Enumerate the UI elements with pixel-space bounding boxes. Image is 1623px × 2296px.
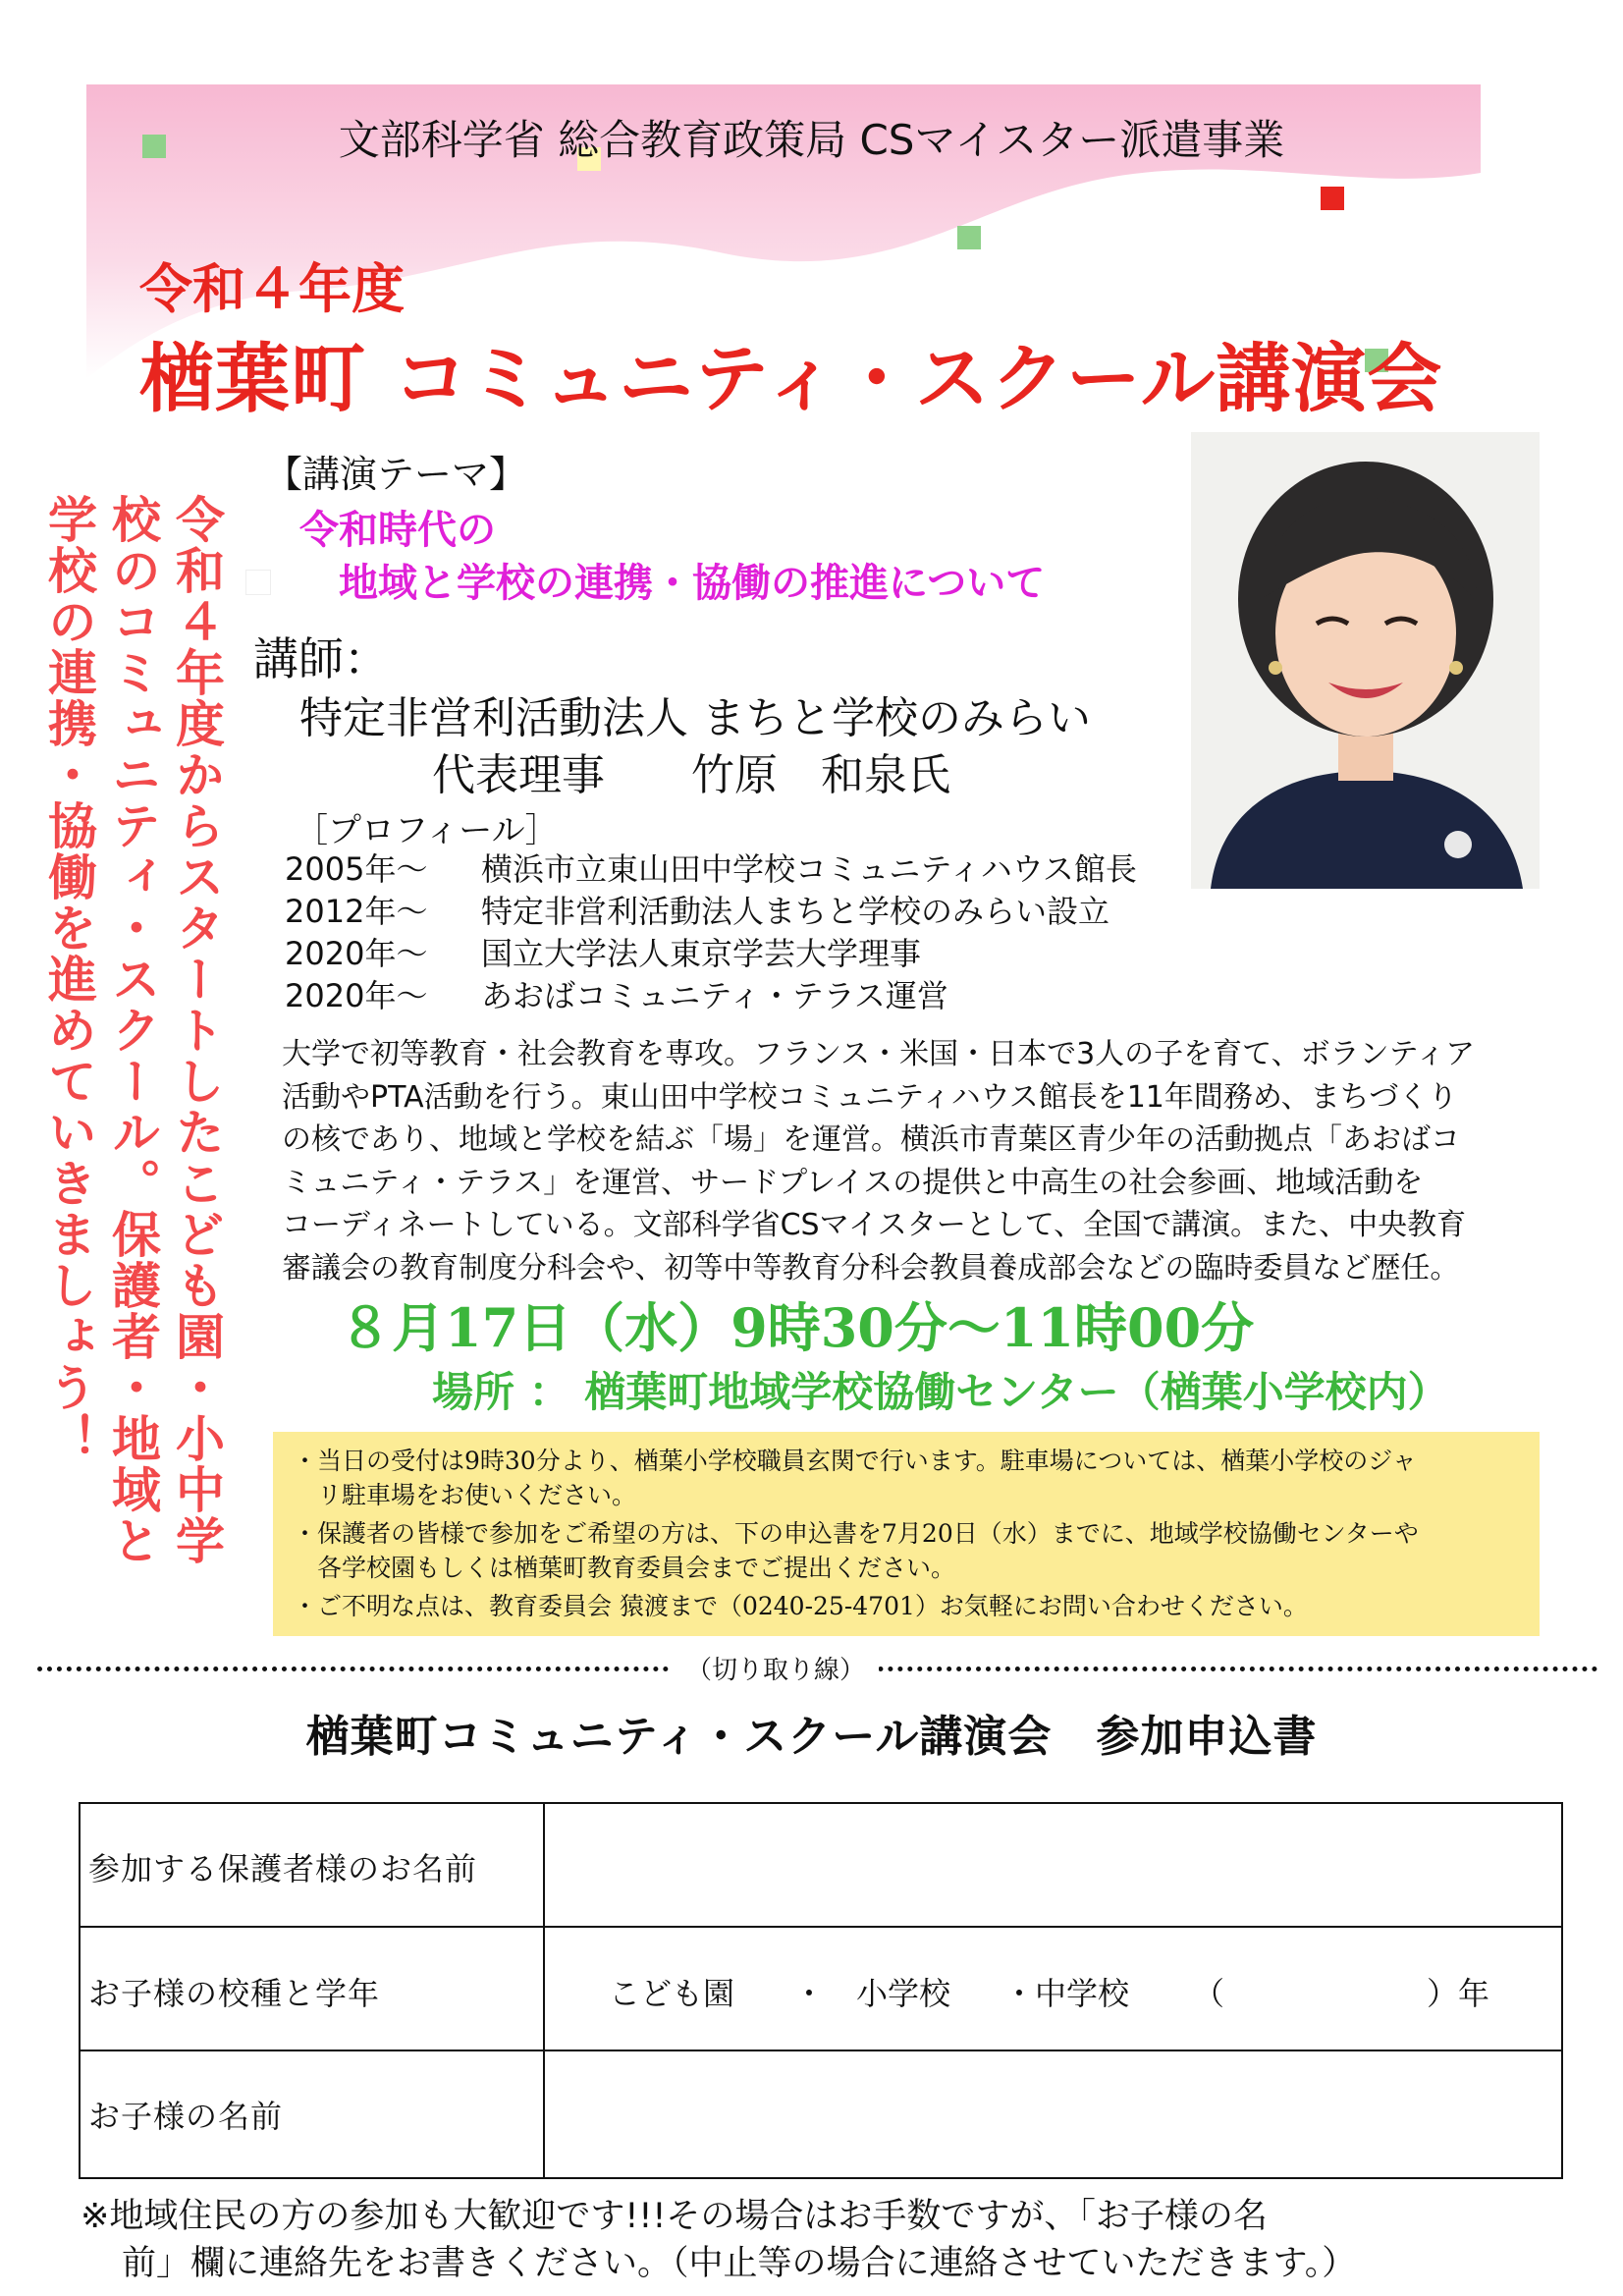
event-place: 場所 ： 楢葉町地域学校協働センター（楢葉小学校内） <box>432 1368 1449 1416</box>
grade-paren-close: ）年 <box>1427 1975 1490 2012</box>
notice-line: 各学校園もしくは楢葉町教育委員会までご提出ください。 <box>293 1554 956 1582</box>
grade-field[interactable] <box>1232 1959 1419 2008</box>
lecturer-bio <box>282 1033 1539 1289</box>
lecturer-label: 講師： <box>253 632 389 685</box>
choice-elementary[interactable]: 小学校 <box>856 1975 951 2012</box>
slogan-column: 校のコミュニティ・スクール。保護者・地域と <box>104 494 161 1566</box>
profile-year: 2005年～ <box>285 850 428 888</box>
child-name-field[interactable] <box>547 2053 1557 2173</box>
profile-text: 特定非営利活動法人まちと学校のみらい設立 <box>481 893 1110 930</box>
notice-line: リ駐車場をお使いください。 <box>293 1481 637 1509</box>
table-row-divider <box>79 1926 1561 1928</box>
choice-junior-high[interactable]: ・中学校 <box>1003 1975 1130 2012</box>
child-name-label: お子様の名前 <box>88 2098 284 2135</box>
theme-line: 地域と学校の連携・協働の推進について <box>339 561 1046 606</box>
profile-item <box>285 845 1137 890</box>
lecturer-name: 代表理事 竹原 和泉氏 <box>432 750 950 800</box>
footer-note-line: 前」欄に連絡先をお書きください。（中止等の場合に連絡させていただきます。） <box>122 2244 1357 2283</box>
footer-note <box>81 2193 1573 2287</box>
form-title: 楢葉町コミュニティ・スクール講演会 参加申込書 <box>305 1712 1318 1762</box>
decor-square <box>245 570 271 595</box>
bio-line: 大学で初等教育・社会教育を専攻。フランス・米国・日本で3人の子を育て、ボランティア <box>282 1037 1476 1071</box>
footer-note-line: ※地域住民の方の参加も大歓迎です!!!その場合はお手数ですが、「お子様の名 <box>81 2197 1268 2236</box>
profile-year: 2020年～ <box>285 977 428 1014</box>
portrait-illustration <box>1191 432 1540 889</box>
main-title: 楢葉町 コミュニティ・スクール講演会 <box>139 335 1443 422</box>
profile-year: 2012年～ <box>285 893 428 930</box>
bio-line: コーディネートしている。文部科学省CSマイスターとして、全国で講演。また、中央教育 <box>282 1208 1467 1242</box>
parent-name-field[interactable] <box>547 1806 1557 1924</box>
profile-label: ［プロフィール］ <box>295 811 559 850</box>
profile-text: 国立大学法人東京学芸大学理事 <box>481 935 922 972</box>
notice-line: ・当日の受付は9時30分より、楢葉小学校職員玄関で行います。駐車場については、楢葉小学校のジャ <box>293 1447 1417 1475</box>
lecturer-organization: 特定非営利活動法人 まちと学校のみらい <box>299 693 1091 743</box>
year-title: 令和４年度 <box>139 258 405 320</box>
bio-line: 活動やPTA活動を行う。東山田中学校コミュニティハウス館長を11年間務め、まちづくり <box>282 1079 1458 1115</box>
profile-item <box>285 929 921 974</box>
choice-kindergarten[interactable]: こども園 <box>609 1975 735 2012</box>
notice-line: ・保護者の皆様で参加をご希望の方は、下の申込書を7月20日（水）までに、地域学校協働センターや <box>293 1519 1419 1548</box>
theme-line: 令和時代の <box>299 508 496 553</box>
ministry-line: 文部科学省 総合教育政策局 CSマイスター派遣事業 <box>338 116 1285 164</box>
table-row-divider <box>79 2050 1561 2051</box>
theme-label: 【講演テーマ】 <box>265 453 527 496</box>
grade-paren-open: （ <box>1193 1975 1225 2012</box>
slogan-column: 令和４年度からスタートしたこども園・小中学 <box>168 494 225 1566</box>
profile-item <box>285 971 948 1016</box>
profile-item <box>285 887 1109 932</box>
event-date: ８月17日（水）9時30分～11時00分 <box>339 1296 1255 1359</box>
choice-separator: ・ <box>793 1975 826 2012</box>
bio-line: の核であり、地域と学校を結ぶ「場」を運営。横浜市青葉区青少年の活動拠点「あおばコ <box>282 1122 1460 1157</box>
table-column-divider <box>543 1802 545 2177</box>
bio-line: 審議会の教育制度分科会や、初等中等教育分科会教員養成部会などの臨時委員など歴任。 <box>282 1250 1460 1285</box>
decor-square <box>1321 187 1344 210</box>
notice-line: ・ご不明な点は、教育委員会 猿渡まで（0240-25-4701）お気軽にお問い合わせください。 <box>293 1592 1308 1620</box>
profile-text: 横浜市立東山田中学校コミュニティハウス館長 <box>481 850 1137 888</box>
school-grade-label: お子様の校種と学年 <box>88 1975 381 2012</box>
profile-year: 2020年～ <box>285 935 428 972</box>
cut-line-label: （切り取り線） <box>673 1650 879 1686</box>
parent-name-label: 参加する保護者様のお名前 <box>88 1850 478 1887</box>
slogan-column: 学校の連携・協働を進めていきましょう！ <box>40 494 97 1464</box>
decor-square <box>957 226 981 249</box>
profile-text: あおばコミュニティ・テラス運営 <box>481 977 948 1014</box>
lecturer-portrait <box>1191 432 1540 889</box>
bio-line: ミュニティ・テラス」を運営、サードプレイスの提供と中高生の社会参画、地域活動を <box>282 1165 1424 1200</box>
